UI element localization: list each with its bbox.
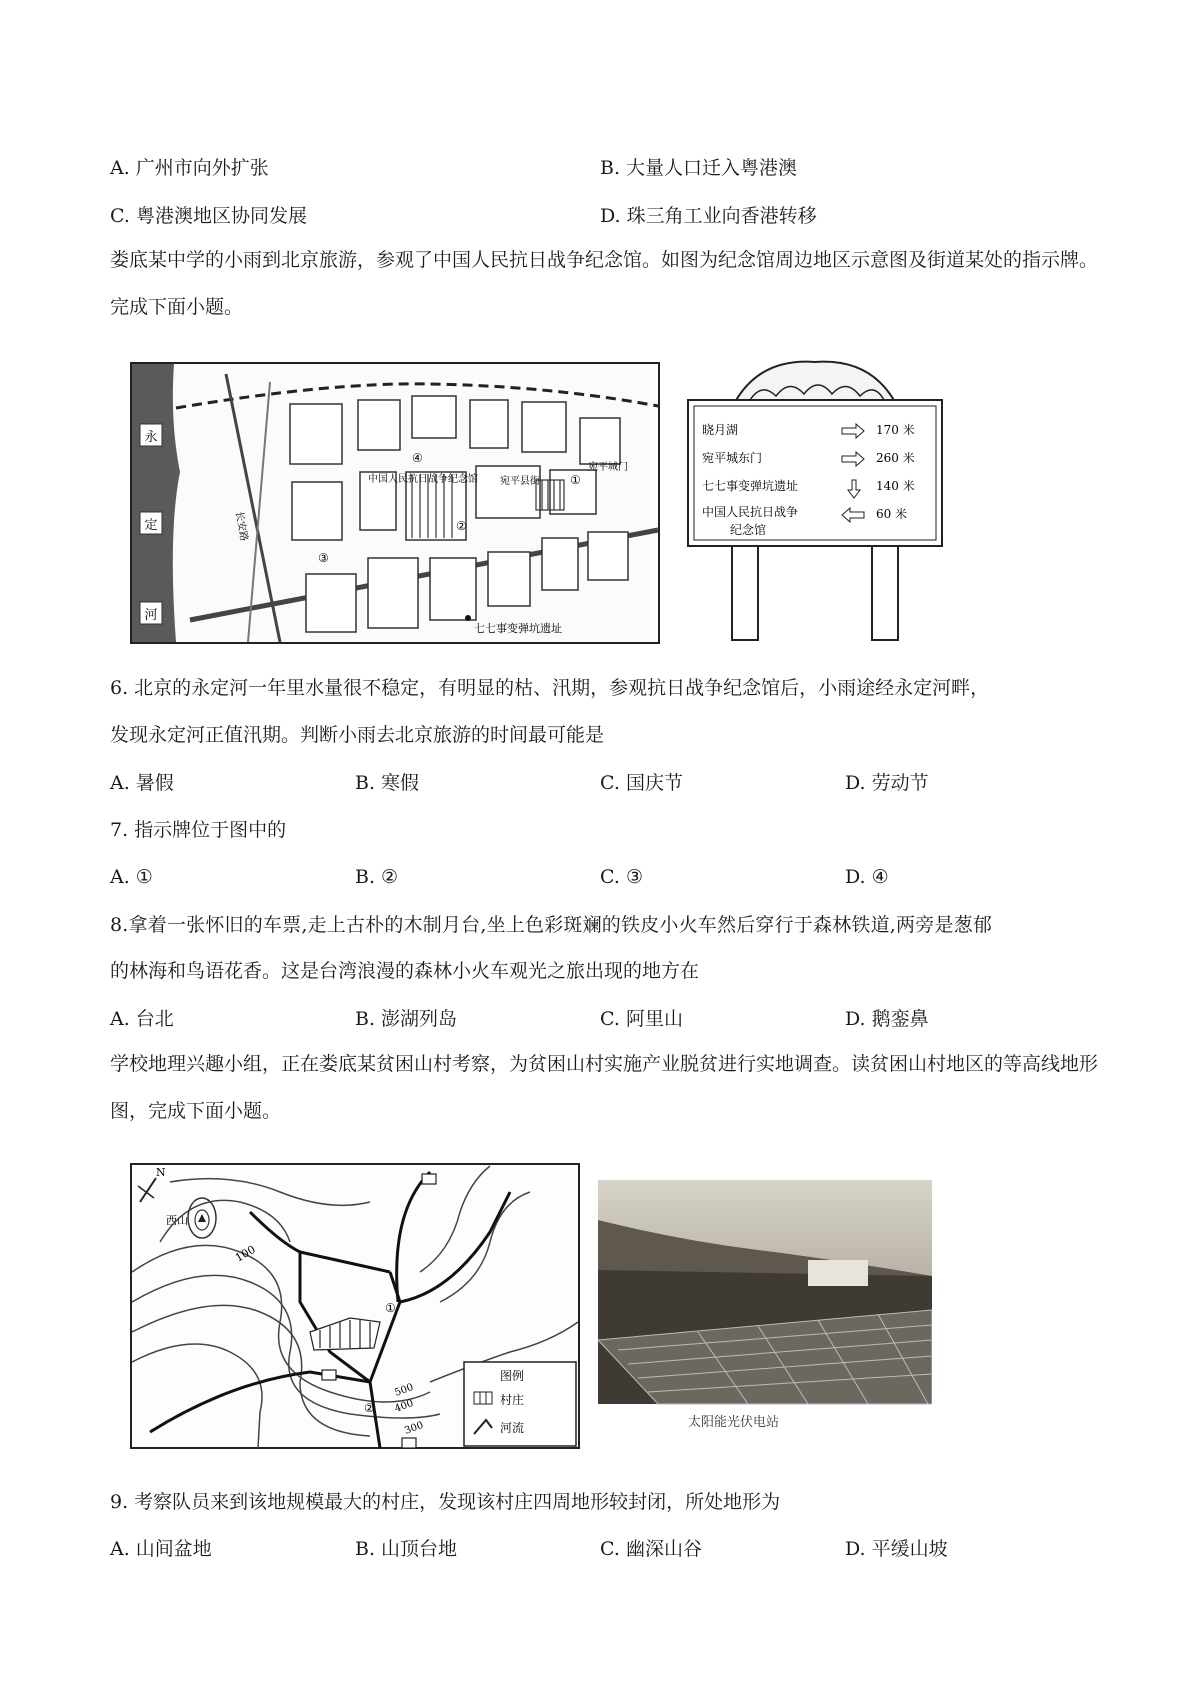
q7-option-c: C. ③ [600,866,643,888]
contour-label-400: 400 [393,1397,415,1415]
q9-option-a: A. 山间盆地 [110,1538,212,1560]
sign-row-2-name: 宛平城东门 [702,451,763,465]
map1-circle-3: ③ [318,551,329,565]
street-label: 宛平县街 [500,476,540,487]
map1-circle-1: ① [570,473,581,487]
legend-title: 图例 [500,1369,525,1383]
q8-option-c: C. 阿里山 [600,1008,683,1030]
north-label: N [156,1166,166,1179]
q9-stem: 9. 考察队员来到该地规模最大的村庄，发现该村庄四周地形较封闭，所处地形为 [110,1491,781,1513]
map2-circle-2: ② [364,1401,375,1415]
sign-row-4-distance: 60 米 [876,507,908,521]
q9-option-b: B. 山顶台地 [355,1538,458,1560]
sign-row-3-distance: 140 米 [876,479,915,493]
river-char-1: 永 [144,430,158,445]
signboard-figure [680,356,950,642]
sign-row-4-name: 中国人民抗日战争 [702,505,799,519]
contour-label-100: 100 [233,1242,258,1265]
q5-option-a: A. 广州市向外扩张 [110,157,269,179]
sign-row-3-name: 七七事变弹坑遗址 [702,479,799,493]
river-char-3: 河 [144,608,158,623]
solar-station-photo [598,1180,932,1432]
building [808,1260,868,1286]
q6-option-b: B. 寒假 [355,772,420,794]
contour-label-500: 500 [393,1381,415,1399]
museum-label: 中国人民抗日战争纪念馆 [368,474,478,485]
site-label: 七七事变弹坑遗址 [474,622,562,635]
sign-row-1-distance: 170 米 [876,423,915,437]
map2-circle-1: ① [385,1301,396,1315]
map1-circle-2: ② [456,519,467,533]
q5-option-b: B. 大量人口迁入粤港澳 [600,157,798,179]
contour-map [130,1152,580,1450]
gate-label: 宛平城门 [588,462,628,473]
peak-label: 西山 [166,1214,188,1227]
legend-village-label: 村庄 [500,1393,525,1407]
q8-option-a: A. 台北 [110,1008,174,1030]
q7-option-d: D. ④ [845,866,889,888]
q9-option-d: D. 平缓山坡 [845,1538,948,1560]
sign-row-2-distance: 260 米 [876,451,915,465]
sign-row-4-name-2: 纪念馆 [730,523,767,537]
q7-stem: 7. 指示牌位于图中的 [110,819,287,841]
village-legend-icon [474,1392,492,1404]
q7-option-a: A. ① [110,866,153,888]
river-shape [132,364,180,642]
q6-option-c: C. 国庆节 [600,772,683,794]
q8-stem-line2: 的林海和鸟语花香。这是台湾浪漫的森林小火车观光之旅出现的地方在 [110,960,700,982]
q7-option-b: B. ② [355,866,399,888]
contour-label-300: 300 [403,1419,425,1437]
museum-area-map [130,362,660,644]
q6-option-a: A. 暑假 [110,772,174,794]
sign-row-1-name: 晓月湖 [702,423,739,437]
q6-option-d: D. 劳动节 [845,772,929,794]
intro-paragraph-1: 娄底某中学的小雨到北京旅游，参观了中国人民抗日战争纪念馆。如图为纪念馆周边地区示意图及街道某处的指示牌。完成下面小题。 [110,249,1099,318]
q8-option-b: B. 澎湖列岛 [355,1008,458,1030]
q9-option-c: C. 幽深山谷 [600,1538,702,1560]
q6-stem-line2: 发现永定河正值汛期。判断小雨去北京旅游的时间最可能是 [110,724,605,746]
q5-option-c: C. 粤港澳地区协同发展 [110,205,307,227]
map1-circle-4: ④ [412,451,423,465]
q8-option-d: D. 鹅銮鼻 [845,1008,929,1030]
photo-caption: 太阳能光伏电站 [688,1415,780,1430]
q6-stem-line1: 6. 北京的永定河一年里水量很不稳定，有明显的枯、汛期，参观抗日战争纪念馆后，小雨途经永定河畔， [110,677,990,699]
q5-option-d: D. 珠三角工业向香港转移 [600,205,817,227]
river-char-2: 定 [144,518,158,533]
road-label: 长安路 [233,510,250,543]
q8-stem-line1: 8.拿着一张怀旧的车票,走上古朴的木制月台,坐上色彩斑斓的铁皮小火车然后穿行于森林铁道,两旁是葱郁 [110,914,993,936]
intro-paragraph-2: 学校地理兴趣小组，正在娄底某贫困山村考察，为贫困山村实施产业脱贫进行实地调查。读贫困山村地区的等高线地形图，完成下面小题。 [110,1053,1099,1122]
legend-river-label: 河流 [500,1421,525,1435]
